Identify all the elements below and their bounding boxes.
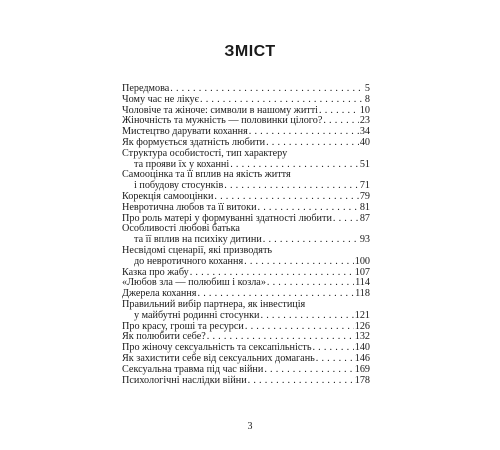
toc-entry-page: 40: [359, 136, 370, 148]
toc-entry-title-line: Психологічні наслідки війни: [122, 374, 247, 386]
toc-entry: [122, 170, 370, 192]
dot-leader: [248, 376, 354, 387]
dot-leader: [249, 127, 359, 138]
toc-entry-page: 126: [354, 320, 370, 332]
toc-entry-page: 140: [354, 342, 370, 354]
toc-entry-page: 81: [359, 201, 370, 213]
toc-entry-title-line: Сексуальна травма під час війни: [122, 363, 264, 375]
toc-entry-title-line: Як захистити себе від сексуальних домагань: [122, 352, 315, 364]
toc-entry-title-line: Структура особистості, тип характеру: [122, 147, 288, 159]
toc-entry-page: 34: [359, 126, 370, 138]
toc-entry-page: 5: [364, 83, 370, 94]
toc-entry-page: 107: [354, 266, 370, 278]
dot-leader: [323, 116, 358, 127]
toc-entry-title-line: Правильний вибір партнера, як інвестиція: [122, 298, 306, 310]
toc-entry: [122, 300, 370, 322]
toc-entry-title-line: Корекція самооцінки: [122, 190, 214, 202]
toc-entry-title-line: Особливості любові батька: [122, 223, 240, 235]
dot-leader: [267, 278, 354, 289]
toc-entry-title-line: Мистецтво дарувати кохання: [122, 126, 248, 138]
toc-entry-page: 93: [359, 234, 370, 246]
toc-entry-title-line: Як полюбити себе?: [122, 331, 206, 343]
dot-leader: [261, 311, 354, 322]
toc-entry: [122, 224, 370, 246]
dot-leader: [244, 257, 354, 268]
toc-entry: [122, 376, 370, 387]
toc-entry-title-line: Жіночність та мужність — половинки цілого?: [122, 115, 323, 127]
toc-entry-title-line: Джерела кохання: [122, 288, 197, 300]
toc-entry-page: 114: [355, 277, 370, 289]
toc-entry-page: 146: [354, 352, 370, 364]
toc-entry-title-line: Невротична любов та її витоки: [122, 201, 257, 213]
toc-entry-page: 23: [359, 115, 370, 127]
page-number: 3: [247, 421, 253, 432]
toc-entry-page: 178: [354, 374, 370, 386]
dot-leader: [245, 322, 354, 333]
toc-entry-title-line: та прояви їх у коханні: [134, 158, 230, 170]
toc-entry-title-line: Казка про жабу: [122, 266, 189, 278]
dot-leader: [258, 203, 359, 214]
dot-leader: [264, 365, 353, 376]
toc-entry-page: 169: [354, 363, 370, 375]
table-of-contents: [122, 84, 370, 386]
toc-entry: [122, 149, 370, 171]
toc-entry-page: 87: [359, 212, 370, 224]
toc-entry-page: 118: [355, 288, 370, 300]
toc-entry-page: 100: [354, 255, 370, 267]
toc-entry-title-line: Самооцінка та її вплив на якість життя: [122, 169, 291, 181]
dot-leader: [316, 354, 354, 365]
dot-leader: [170, 84, 364, 95]
toc-entry-title-line: та її вплив на психіку дитини: [134, 234, 262, 246]
dot-leader: [200, 95, 364, 106]
toc-entry-title-line: Несвідомі сценарії, які призводять: [122, 244, 273, 256]
toc-entry: [122, 365, 370, 376]
dot-leader: [319, 106, 359, 117]
toc-entry-title-line: і побудову стосунків: [134, 180, 224, 192]
toc-entry-page: 71: [359, 180, 370, 192]
toc-entry: [122, 246, 370, 268]
toc-entry-page: 132: [354, 331, 370, 343]
toc-entry: [122, 95, 370, 106]
toc-entry-page: 10: [359, 104, 370, 116]
toc-entry-page: 51: [359, 158, 370, 170]
toc-entry-title-line: у майбутні родинні стосунки: [134, 309, 260, 321]
toc-entry-page: 8: [364, 93, 370, 105]
toc-entry-title-line: Чому час не лікує: [122, 93, 200, 105]
toc-entry-title-line: Чоловіче та жіноче: символи в нашому житті: [122, 104, 318, 116]
page-title: ЗМІСТ: [224, 43, 276, 60]
dot-leader: [263, 235, 359, 246]
dot-leader: [333, 214, 359, 225]
dot-leader: [312, 343, 353, 354]
toc-entry-page: 121: [354, 309, 370, 321]
toc-entry-title-line: «Любов зла — полюбиш і козла»: [122, 277, 266, 289]
toc-entry-title-line: Про роль матері у формуванні здатності любити: [122, 212, 332, 224]
toc-entry-title-line: Про жіночу сексуальність та сексапільність: [122, 342, 312, 354]
toc-entry-title-line: Передмова: [122, 83, 170, 94]
toc-entry-title-line: Про красу, гроші та ресурси: [122, 320, 244, 332]
toc-entry: [122, 203, 370, 214]
toc-entry-title-line: Як формується здатність любити: [122, 136, 266, 148]
dot-leader: [224, 181, 359, 192]
toc-entry-title-line: до невротичного кохання: [134, 255, 244, 267]
toc-entry-page: 79: [359, 190, 370, 202]
